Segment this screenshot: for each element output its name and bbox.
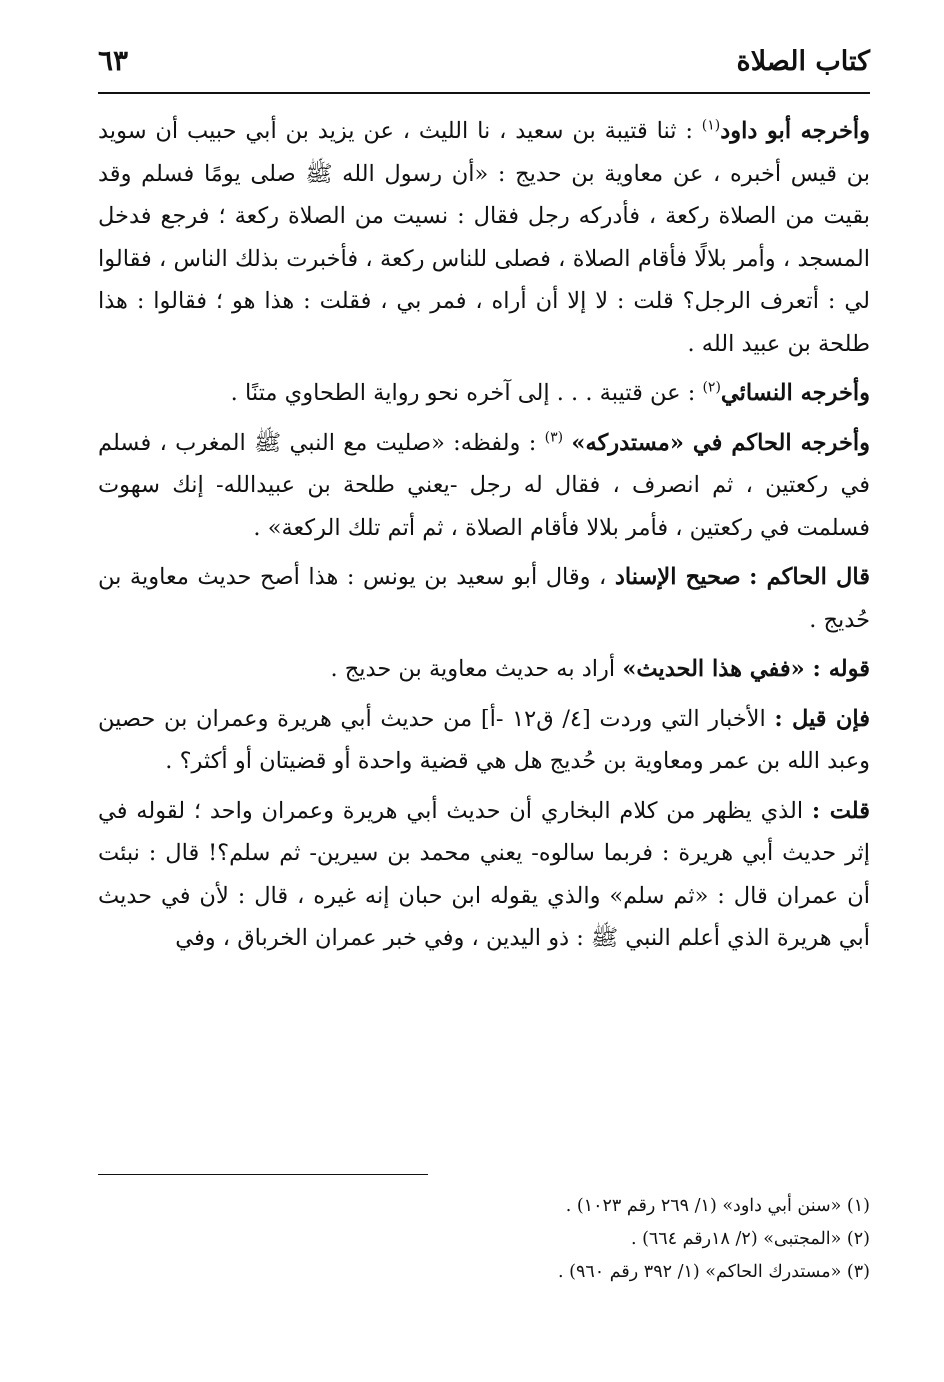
bold-phrase: صحيح الإسناد	[614, 564, 741, 590]
bold-lead: وأخرجه النسائي	[720, 380, 870, 406]
paragraph	[98, 110, 870, 365]
footnote-ref: (٣)	[544, 429, 564, 445]
paragraph-text: أراد به حديث معاوية بن حديج .	[330, 656, 616, 682]
footnote-divider	[98, 1174, 428, 1175]
paragraph-text: الأخبار التي وردت [٤/ ق١٢ -أ] من حديث أبي هريرة وعمران بن حصين وعبد الله بن عمر ومعاوية بن حُديج هل هي قضية واحدة أو قضيتان أو أكثر؟ .	[98, 705, 870, 774]
book-page	[98, 40, 870, 1340]
footnote-item: (٢) «المجتبى» (٢/ ١٨رقم ٦٦٤) .	[630, 1229, 870, 1249]
paragraph	[98, 648, 870, 691]
footnote-ref: (٢)	[702, 379, 721, 396]
bold-lead: وأخرجه أبو داود	[720, 118, 870, 144]
paragraph-text: : ثنا قتيبة بن سعيد ، نا الليث ، عن يزيد بن أبي حبيب أن سويد بن قيس أخبره ، عن معاوية بن حديج : «أن رسول الله ﷺ صلى يومًا فسلم وقد بقيت من الصلاة ركعة ، فأدركه رجل فقال : نسيت من الصلاة ركعة ؛ فرجع فدخل المسجد ، وأمر بلالًا فأقام الصلاة ، فصلى للناس ركعة ، فأخبرت بذلك الناس ، فقالوا لي : أتعرف الرجل؟ قلت : لا إلا أن أراه ، فمر بي ، فقلت : هذا هو ؛ فقالوا : هذا طلحة بن عبيد الله .	[98, 118, 870, 357]
bold-lead: قوله : «ففي هذا الحديث»	[622, 656, 870, 682]
page-number: ٦٣	[98, 44, 129, 77]
paragraph-text: : ولفظه: «صليت مع النبي ﷺ المغرب ، فسلم في ركعتين ، ثم انصرف ، فقال له رجل -يعني طلحة بن عبيدالله- إنك سهوت فسلمت في ركعتين ، فأمر بلالا فأقام الصلاة ، ثم أتم تلك الركعة» .	[98, 429, 870, 541]
paragraph	[98, 790, 870, 960]
footnote-item: (١) «سنن أبي داود» (١/ ٢٦٩ رقم ١٠٢٣) .	[565, 1196, 870, 1216]
paragraph	[98, 372, 870, 415]
paragraph-text: : عن قتيبة . . . إلى آخره نحو رواية الطحاوي متنًا .	[230, 380, 696, 406]
bold-lead: وأخرجه الحاكم في «مستدركه»	[571, 429, 870, 456]
paragraph-text: الذي يظهر من كلام البخاري أن حديث أبي هريرة وعمران واحد ؛ لقوله في إثر حديث أبي هريرة : فربما سالوه- يعني محمد بن سيرين- ثم سلم؟! قال : نبئت أن عمران قال : «ثم سلم» والذي يقوله ابن حبان إنه غيره ، قال : لأن في حديث أبي هريرة الذي أعلم النبي ﷺ : ذو اليدين ، وفي خبر عمران الخرباق ، وفي	[98, 797, 870, 951]
paragraph-text: ، وقال أبو سعيد بن يونس : هذا أصح حديث معاوية بن حُديج .	[98, 564, 870, 633]
chapter-title: كتاب الصلاة	[736, 46, 870, 77]
footnote-ref: (١)	[701, 117, 721, 134]
footnotes	[98, 1190, 870, 1289]
footnote-item: (٣) «مستدرك الحاكم» (١/ ٣٩٢ رقم ٩٦٠) .	[558, 1262, 870, 1282]
bold-lead: فإن قيل :	[774, 705, 870, 732]
running-header	[98, 40, 870, 92]
paragraph	[98, 422, 870, 550]
paragraph	[98, 556, 870, 641]
main-text	[98, 110, 870, 967]
header-divider	[98, 92, 870, 94]
bold-lead: قال الحاكم :	[749, 564, 870, 590]
bold-lead: قلت :	[811, 797, 871, 824]
paragraph	[98, 698, 870, 783]
